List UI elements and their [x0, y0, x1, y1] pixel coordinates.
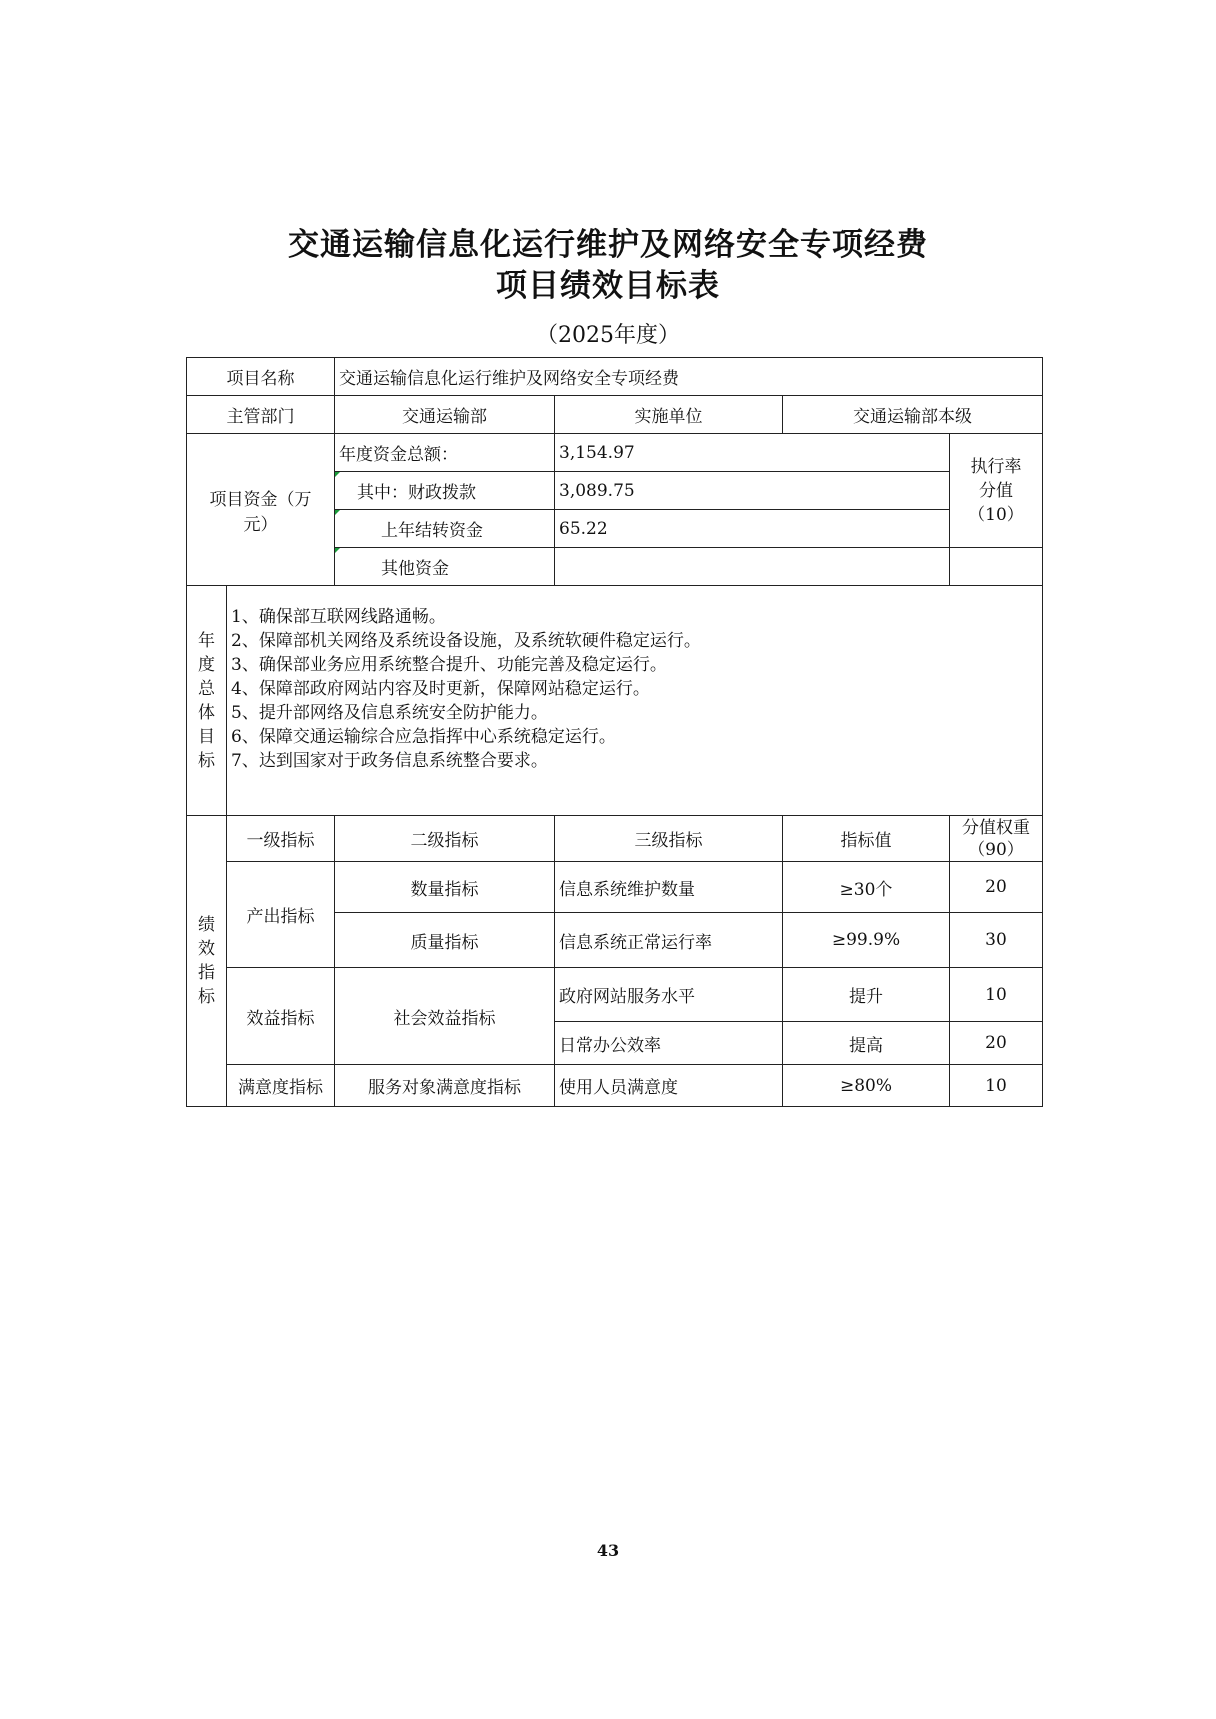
header-value: 指标值: [783, 816, 950, 862]
funds-total-value: 3,154.97: [555, 434, 950, 472]
weight-cell: 20: [950, 1022, 1043, 1065]
implementing-unit-label: 实施单位: [555, 396, 783, 434]
department-value: 交通运输部: [335, 396, 555, 434]
page-number: 43: [596, 1541, 620, 1560]
value-cell: ≥99.9%: [783, 913, 950, 968]
project-name-label: 项目名称: [187, 358, 335, 396]
goal-item: 3、确保部业务应用系统整合提升、功能完善及稳定运行。: [231, 654, 667, 675]
funds-label: [187, 434, 335, 586]
funds-label-line2: 元）: [243, 514, 278, 535]
funds-row-total: [187, 434, 1043, 472]
weight-cell: 10: [950, 1065, 1043, 1107]
execution-rate-score: [950, 434, 1043, 548]
table-row: [187, 1065, 1043, 1107]
level2-cell: 数量指标: [335, 862, 555, 913]
value-cell: 提升: [783, 968, 950, 1022]
goal-item: 7、达到国家对于政务信息系统整合要求。: [231, 750, 548, 771]
table-row: [187, 862, 1043, 913]
funds-fiscal-label: 其中：财政拨款: [335, 472, 555, 510]
funds-fiscal-value: 3,089.75: [555, 472, 950, 510]
annual-goals-list: [227, 586, 1043, 816]
level2-cell: 服务对象满意度指标: [335, 1065, 555, 1107]
goal-item: 2、保障部机关网络及系统设备设施，及系统软硬件稳定运行。: [231, 630, 701, 651]
weight-cell: 10: [950, 968, 1043, 1022]
project-name-value: 交通运输信息化运行维护及网络安全专项经费: [335, 358, 1043, 396]
weight-cell: 20: [950, 862, 1043, 913]
project-name-row: [187, 358, 1043, 396]
goal-item: 4、保障部政府网站内容及时更新，保障网站稳定运行。: [231, 678, 650, 699]
funds-carryover-label: 上年结转资金: [335, 510, 555, 548]
level2-cell: 社会效益指标: [335, 968, 555, 1065]
value-cell: ≥80%: [783, 1065, 950, 1107]
implementing-unit-value: 交通运输部本级: [783, 396, 1043, 434]
header-level3: 三级指标: [555, 816, 783, 862]
satisfaction-indicator-label: 满意度指标: [227, 1065, 335, 1107]
annual-goals-label: 年 度 总 体 目 标: [187, 586, 227, 816]
document-title: 交通运输信息化运行维护及网络安全专项经费: [288, 227, 928, 263]
header-level1: 一级指标: [227, 816, 335, 862]
level2-cell: 质量指标: [335, 913, 555, 968]
performance-indicators-label: 绩 效 指 标: [187, 816, 227, 1107]
exec-line2: 分值: [979, 480, 1013, 501]
funds-total-label: 年度资金总额：: [335, 434, 555, 472]
funds-other-blank: [950, 548, 1043, 586]
output-indicator-label: 产出指标: [227, 862, 335, 968]
funds-other-value: [555, 548, 950, 586]
table-row: [187, 968, 1043, 1022]
funds-other-label: 其他资金: [335, 548, 555, 586]
level3-cell: 信息系统维护数量: [555, 862, 783, 913]
document-subtitle: 项目绩效目标表: [496, 268, 720, 304]
exec-line1: 执行率: [970, 456, 1022, 477]
goal-item: 6、保障交通运输综合应急指挥中心系统稳定运行。: [231, 726, 616, 747]
indicators-header-row: [187, 816, 1043, 862]
year-label: （2025年度）: [536, 323, 680, 348]
level3-cell: 日常办公效率: [555, 1022, 783, 1065]
department-row: [187, 396, 1043, 434]
value-cell: 提高: [783, 1022, 950, 1065]
annual-goals-row: [187, 586, 1043, 816]
header-weight: 分值权重 （90）: [950, 816, 1043, 862]
level3-cell: 信息系统正常运行率: [555, 913, 783, 968]
goal-item: 5、提升部网络及信息系统安全防护能力。: [231, 702, 548, 723]
value-cell: ≥30个: [783, 862, 950, 913]
exec-line3: （10）: [968, 504, 1024, 525]
goal-item: 1、确保部互联网线路通畅。: [231, 606, 446, 627]
department-label: 主管部门: [187, 396, 335, 434]
funds-label-line1: 项目资金（万: [209, 489, 312, 510]
weight-cell: 30: [950, 913, 1043, 968]
benefit-indicator-label: 效益指标: [227, 968, 335, 1065]
header-level2: 二级指标: [335, 816, 555, 862]
level3-cell: 政府网站服务水平: [555, 968, 783, 1022]
level3-cell: 使用人员满意度: [555, 1065, 783, 1107]
funds-carryover-value: 65.22: [555, 510, 950, 548]
performance-target-table: [186, 357, 1043, 1107]
